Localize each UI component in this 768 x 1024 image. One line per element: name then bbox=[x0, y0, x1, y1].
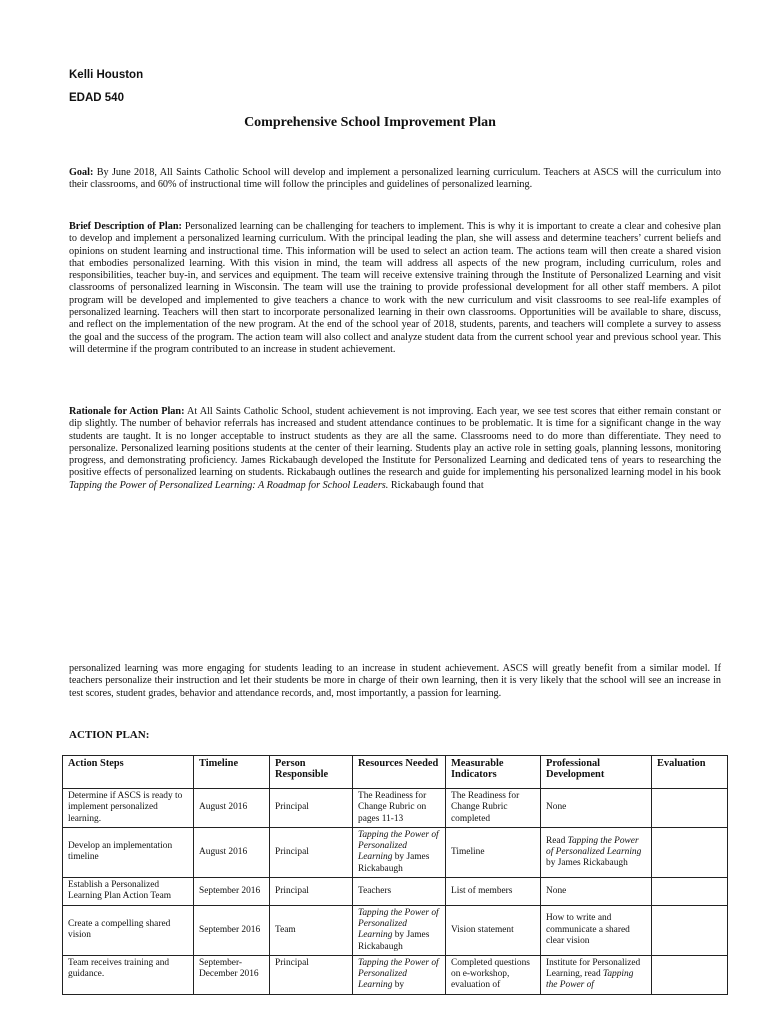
resource-author: by James Rickabaugh bbox=[358, 852, 430, 874]
cell-pd: None bbox=[541, 789, 652, 828]
column-header: Action Steps bbox=[63, 756, 194, 789]
cell-resources bbox=[353, 905, 446, 955]
cell-indicators: Completed questions on e-workshop, evaluation of bbox=[446, 955, 541, 994]
action-plan-heading: ACTION PLAN: bbox=[69, 729, 150, 741]
cell-resources bbox=[353, 955, 446, 994]
cell-action-step: Establish a Personalized Learning Plan Action Team bbox=[63, 878, 194, 906]
cell-timeline: August 2016 bbox=[194, 827, 270, 877]
author-name: Kelli Houston bbox=[69, 69, 144, 81]
table-row bbox=[63, 827, 728, 877]
cell-evaluation bbox=[652, 955, 728, 994]
table-row bbox=[63, 878, 728, 906]
course-code: EDAD 540 bbox=[69, 92, 124, 104]
resource-book-title: Tapping the Power of Personalized Learning bbox=[358, 829, 439, 863]
pd-book-title: Tapping the Power of bbox=[546, 969, 634, 991]
cell-resources: Teachers bbox=[353, 878, 446, 906]
pd-prefix: Read bbox=[546, 835, 568, 846]
pd-book-title: Tapping the Power of Personalized Learning bbox=[546, 835, 642, 857]
cell-action-step: Determine if ASCS is ready to implement personalized learning. bbox=[63, 789, 194, 828]
description-paragraph bbox=[69, 221, 721, 356]
cell-person: Principal bbox=[270, 827, 353, 877]
pd-suffix: by James Rickabaugh bbox=[546, 858, 628, 869]
column-header: Measurable Indicators bbox=[446, 756, 541, 789]
cell-indicators: List of members bbox=[446, 878, 541, 906]
column-header: Person Responsible bbox=[270, 756, 353, 789]
cell-pd bbox=[541, 827, 652, 877]
action-plan-table bbox=[62, 755, 728, 995]
cell-resources: The Readiness for Change Rubric on pages 11-13 bbox=[353, 789, 446, 828]
document-title: Comprehensive School Improvement Plan bbox=[244, 115, 496, 130]
description-label: Brief Description of Plan: bbox=[69, 221, 182, 232]
cell-timeline: September 2016 bbox=[194, 878, 270, 906]
pd-prefix: Institute for Personalized Learning, read bbox=[546, 957, 641, 980]
cell-evaluation bbox=[652, 905, 728, 955]
cell-timeline: August 2016 bbox=[194, 789, 270, 828]
rationale-label: Rationale for Action Plan: bbox=[69, 406, 185, 417]
rationale-paragraph bbox=[69, 406, 721, 492]
book-title: Tapping the Power of Personalized Learning: A Roadmap for School Leaders. bbox=[69, 479, 389, 491]
cell-indicators: Vision statement bbox=[446, 905, 541, 955]
continuation-paragraph: personalized learning was more engaging for students leading to an increase in student achievement. ASCS will greatly benefit from a similar model. If teachers personalize their instruction and let their students be more in charge of their own learning, then it is very likely that the school will see an increase in test scores, student grades, behavior and attendance records, and, most importantly, a passion for learning. bbox=[69, 663, 721, 699]
cell-indicators: Timeline bbox=[446, 827, 541, 877]
cell-pd bbox=[541, 955, 652, 994]
column-header: Timeline bbox=[194, 756, 270, 789]
description-text: Personalized learning can be challenging for teachers to implement. This is why it is important to create a clear and cohesive plan to develop and implement a personalized learning curriculum. With the principal leading the plan, she will assess and determine teachers’ current beliefs and opinions on student learning and instructional time. This information will be used to select an action team. The actions team will then create a shared vision that embodies personalized learning. With this vision in mind, the team will address all aspects of the new program, including curriculum, roles and responsibilities, teacher buy-in, and services and equipment. The team will receive extensive training through the Institute of Personalized Learning and visit classrooms of personalized learning in Wisconsin. The team will use the training to provide professional development for all other staff members. A pilot program will be developed and implemented to give teachers a chance to work with the new curriculum and visit classrooms to see real-life examples of personalized learning. Teachers will then start to incorporate personalized learning in their own classrooms. Opportunities will be available to share, discuss, and reflect on the implementation of the new program. At the end of the school year of 2018, students, parents, and teachers will complete a survey to assess the goal and the success of the program. The action team will also collect and analyze student data from the current school year and previous school year. This will determine if the program contributed to an increase in student achievement. bbox=[69, 221, 722, 355]
resource-author: by bbox=[392, 980, 405, 991]
cell-resources bbox=[353, 827, 446, 877]
table-row bbox=[63, 905, 728, 955]
cell-indicators: The Readiness for Change Rubric completed bbox=[446, 789, 541, 828]
cell-pd: How to write and communicate a shared clear vision bbox=[541, 905, 652, 955]
cell-evaluation bbox=[652, 827, 728, 877]
column-header: Evaluation bbox=[652, 756, 728, 789]
rationale-text-end: Rickabaugh found that bbox=[388, 479, 484, 491]
cell-timeline: September-December 2016 bbox=[194, 955, 270, 994]
cell-person: Principal bbox=[270, 878, 353, 906]
goal-label: Goal: bbox=[69, 167, 94, 178]
cell-action-step: Team receives training and guidance. bbox=[63, 955, 194, 994]
column-header: Professional Development bbox=[541, 756, 652, 789]
table-header-row bbox=[63, 756, 728, 789]
cell-timeline: September 2016 bbox=[194, 905, 270, 955]
cell-evaluation bbox=[652, 878, 728, 906]
resource-book-title: Tapping the Power of Personalized Learning bbox=[358, 957, 439, 991]
cell-person: Principal bbox=[270, 789, 353, 828]
goal-paragraph bbox=[69, 167, 721, 192]
cell-person: Principal bbox=[270, 955, 353, 994]
cell-action-step: Develop an implementation timeline bbox=[63, 827, 194, 877]
resource-author: by James Rickabaugh bbox=[358, 930, 430, 952]
cell-pd: None bbox=[541, 878, 652, 906]
rationale-text: At All Saints Catholic School, student achievement is not improving. Each year, we see test scores that either remain constant or dip slightly. The number of behavior referrals has increased and student attendance continues to be problematic. It is time for a significant change in the way students are taught. It is no longer acceptable to instruct students as they are all the same. Classrooms need to do more than differentiate. They need to personalize. Personalized learning positions students at the center of their learning. Students play an active role in setting goals, planning lessons, monitoring progress, and demonstrating proficiency. James Rickabaugh developed the Institute for Personalized Learning and dedicated tens of years to researching the positive effects of personalized learning on students. Rickabaugh outlines the research and guide for implementing his personalized learning model in his book bbox=[69, 406, 721, 479]
goal-text: By June 2018, All Saints Catholic School will develop and implement a personalized learning curriculum. Teachers at ASCS will the curriculum into their classrooms, and 60% of instructional time will follow the principles and guidelines of personalized learning. bbox=[69, 167, 721, 191]
cell-action-step: Create a compelling shared vision bbox=[63, 905, 194, 955]
cell-person: Team bbox=[270, 905, 353, 955]
cell-evaluation bbox=[652, 789, 728, 828]
column-header: Resources Needed bbox=[353, 756, 446, 789]
table-row bbox=[63, 955, 728, 994]
table-row bbox=[63, 789, 728, 828]
resource-book-title: Tapping the Power of Personalized Learning bbox=[358, 907, 439, 941]
